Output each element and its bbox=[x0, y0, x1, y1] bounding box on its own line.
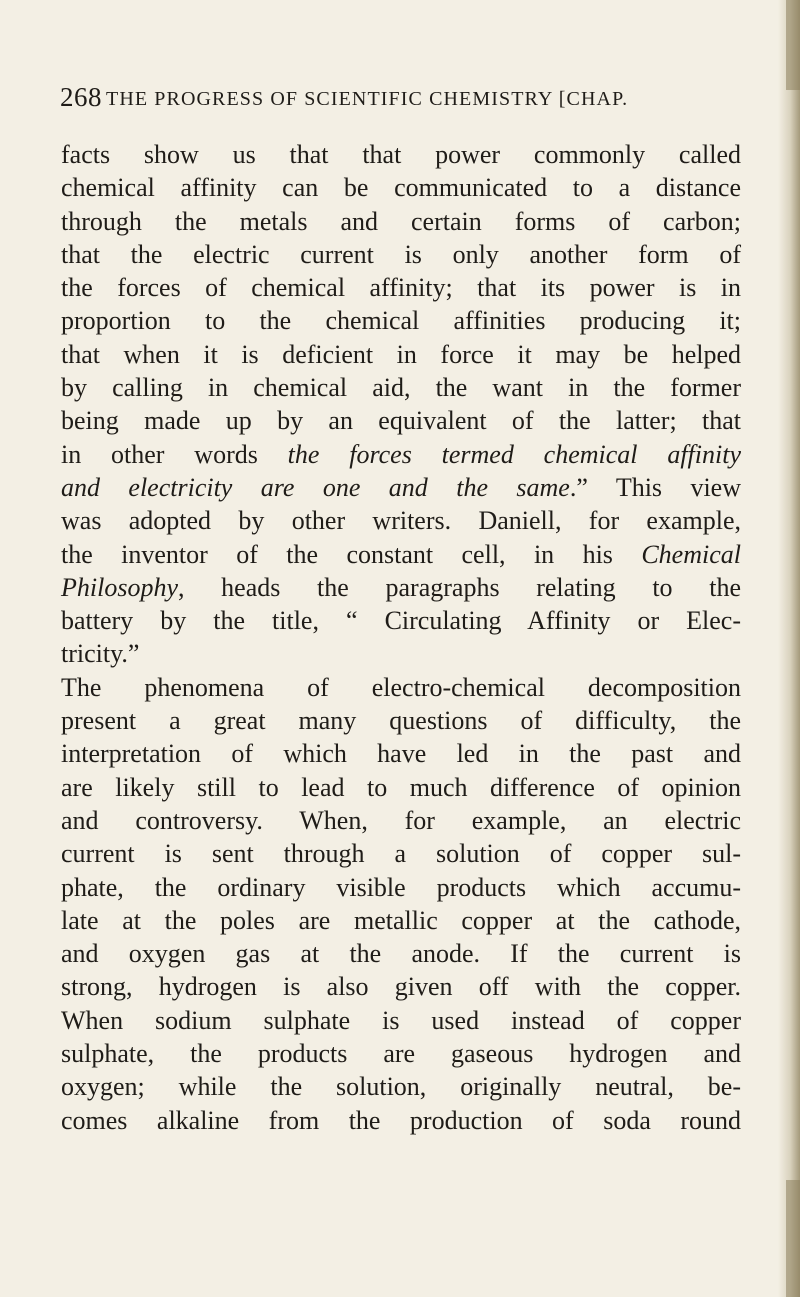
text-line bbox=[61, 538, 741, 571]
text-line bbox=[61, 571, 741, 604]
text-line bbox=[61, 504, 741, 537]
text-line bbox=[61, 904, 741, 937]
text-segment: are likely still to lead to much difference of opinion bbox=[61, 772, 741, 802]
text-line bbox=[61, 937, 741, 970]
text-segment: being made up by an equivalent of the latter; that bbox=[61, 406, 741, 436]
text-line bbox=[61, 871, 741, 904]
text-segment: proportion to the chemical affinities producing it; bbox=[61, 306, 741, 336]
text-line bbox=[61, 1070, 741, 1103]
italic-text-segment: Philosophy bbox=[61, 572, 178, 602]
text-segment: the forces of chemical affinity; that its power is in bbox=[61, 273, 741, 303]
text-line bbox=[61, 404, 741, 437]
text-line bbox=[61, 171, 741, 204]
text-segment: the inventor of the constant cell, in his bbox=[61, 539, 642, 569]
text-segment: through the metals and certain forms of carbon; bbox=[61, 206, 741, 236]
text-line bbox=[61, 637, 741, 670]
page-header bbox=[60, 82, 740, 122]
text-segment: facts show us that that power commonly called bbox=[61, 140, 741, 169]
text-line bbox=[61, 471, 741, 504]
text-segment: by calling in chemical aid, the want in the former bbox=[61, 373, 741, 403]
text-segment: and oxygen gas at the anode. If the current is bbox=[61, 939, 741, 969]
text-line bbox=[61, 671, 741, 704]
text-line bbox=[61, 205, 741, 238]
italic-text-segment: and electricity are one and the same bbox=[61, 472, 570, 502]
italic-text-segment: Chemical bbox=[641, 539, 741, 569]
text-line bbox=[61, 704, 741, 737]
text-segment: oxygen; while the solution, originally neutral, be- bbox=[61, 1072, 741, 1102]
text-segment: comes alkaline from the production of soda round bbox=[61, 1105, 741, 1135]
text-line bbox=[61, 138, 741, 171]
text-line bbox=[61, 304, 741, 337]
text-line bbox=[61, 238, 741, 271]
text-segment: The phenomena of electro-chemical decomposition bbox=[61, 672, 741, 702]
body-text bbox=[61, 138, 741, 1137]
text-line bbox=[61, 771, 741, 804]
text-line bbox=[61, 604, 741, 637]
text-line bbox=[61, 737, 741, 770]
text-segment: was adopted by other writers. Daniell, for example, bbox=[61, 506, 741, 536]
text-segment: current is sent through a solution of copper sul- bbox=[61, 839, 741, 869]
text-line bbox=[61, 970, 741, 1003]
text-line bbox=[61, 837, 741, 870]
page-edge-shadow bbox=[778, 0, 800, 1297]
text-line bbox=[61, 1004, 741, 1037]
text-segment: that when it is deficient in force it may be helped bbox=[61, 339, 741, 369]
text-segment: interpretation of which have led in the past and bbox=[61, 739, 741, 769]
text-segment: , heads the paragraphs relating to the bbox=[178, 572, 741, 602]
text-segment: in other words bbox=[61, 439, 288, 469]
text-segment: When sodium sulphate is used instead of copper bbox=[61, 1005, 741, 1035]
text-segment: and controversy. When, for example, an electric bbox=[61, 805, 741, 835]
page-edge-stain bbox=[786, 1180, 800, 1297]
text-line bbox=[61, 338, 741, 371]
text-segment: strong, hydrogen is also given off with the copper. bbox=[61, 972, 741, 1002]
text-segment: battery by the title, “ Circulating Affinity or Elec- bbox=[61, 606, 741, 636]
text-line bbox=[61, 371, 741, 404]
text-line bbox=[61, 804, 741, 837]
text-segment: tricity.” bbox=[61, 639, 140, 669]
page-edge-stain bbox=[786, 0, 800, 90]
page-number: 268 bbox=[60, 82, 102, 112]
text-line bbox=[61, 438, 741, 471]
text-segment: present a great many questions of difficulty, the bbox=[61, 706, 741, 736]
text-segment: chemical affinity can be communicated to a distance bbox=[61, 173, 741, 203]
italic-text-segment: the forces termed chemical affinity bbox=[287, 439, 741, 469]
text-segment: that the electric current is only another form of bbox=[61, 239, 741, 269]
running-head: THE PROGRESS OF SCIENTIFIC CHEMISTRY [CHAP. bbox=[106, 88, 629, 110]
text-line bbox=[61, 1104, 741, 1137]
text-segment: sulphate, the products are gaseous hydrogen and bbox=[61, 1039, 741, 1069]
text-segment: late at the poles are metallic copper at the cathode, bbox=[61, 905, 741, 935]
text-line bbox=[61, 1037, 741, 1070]
text-segment: .” This view bbox=[569, 472, 741, 502]
text-line bbox=[61, 271, 741, 304]
text-segment: phate, the ordinary visible products which accumu- bbox=[61, 872, 741, 902]
